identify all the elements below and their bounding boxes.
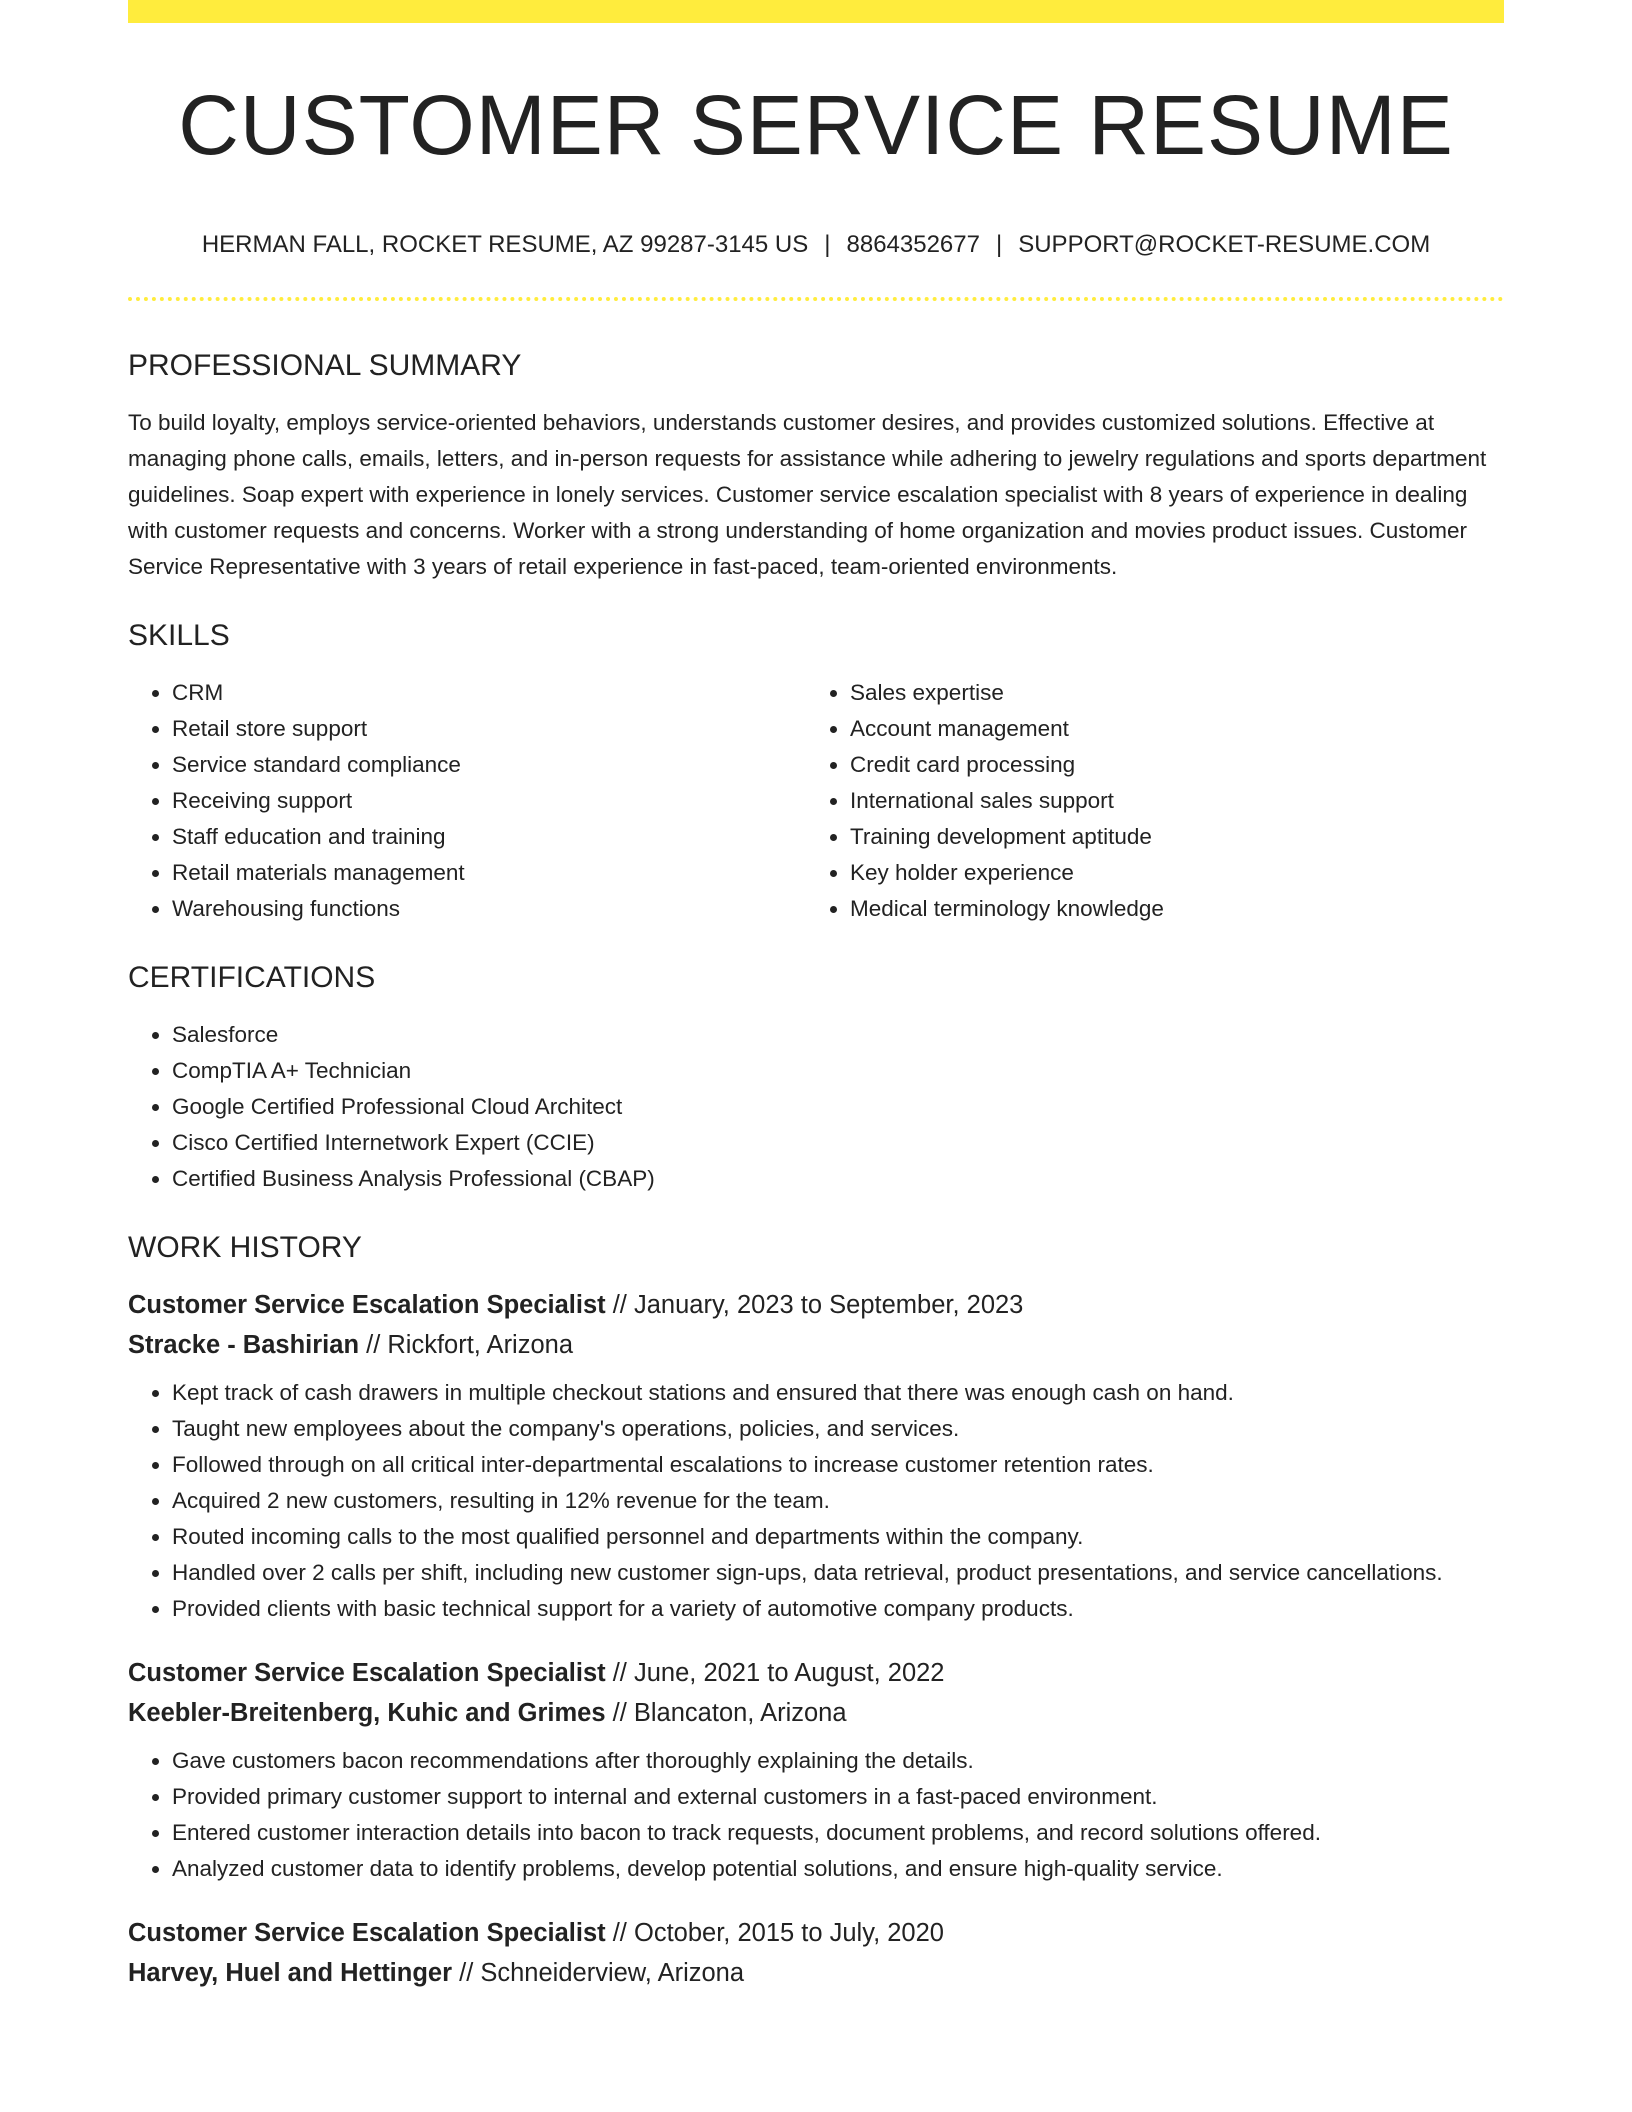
contact-separator: |	[824, 231, 831, 258]
resume-title: CUSTOMER SERVICE RESUME	[178, 78, 1454, 172]
job-dates: // June, 2021 to August, 2022	[605, 1659, 945, 1687]
summary-heading: PROFESSIONAL SUMMARY	[128, 349, 522, 382]
job-bullet: • Provided primary customer support to internal and external customers in a fast-paced environment.	[172, 1779, 1504, 1815]
job-title: Customer Service Escalation Specialist	[128, 1291, 606, 1319]
certification-item: • Google Certified Professional Cloud Architect	[172, 1089, 1504, 1125]
job-bullet: • Kept track of cash drawers in multiple checkout stations and ensured that there was enough cash on hand.	[172, 1375, 1504, 1411]
job-location: // Rickfort, Arizona	[359, 1331, 574, 1359]
contact-phone: 8864352677	[846, 231, 980, 258]
job-title-line	[128, 1653, 1504, 1693]
skill-item: • Retail store support	[172, 711, 806, 747]
job-bullet: • Gave customers bacon recommendations after thoroughly explaining the details.	[172, 1743, 1504, 1779]
job-company-line	[128, 1325, 1504, 1365]
job-bullets	[128, 1375, 1504, 1627]
job-company: Keebler-Breitenberg, Kuhic and Grimes	[128, 1699, 606, 1727]
job-bullet: • Provided clients with basic technical support for a variety of automotive company products.	[172, 1591, 1504, 1627]
skill-item: • Sales expertise	[850, 675, 1484, 711]
skills-right-list	[806, 675, 1484, 927]
skill-item: • Medical terminology knowledge	[850, 891, 1484, 927]
job-title: Customer Service Escalation Specialist	[128, 1659, 606, 1687]
accent-top-bar	[128, 0, 1504, 23]
job-bullets	[128, 1743, 1504, 1887]
contact-separator: |	[995, 231, 1003, 258]
job-title: Customer Service Escalation Specialist	[128, 1919, 606, 1947]
skill-item: • Service standard compliance	[172, 747, 806, 783]
certification-item: • Salesforce	[172, 1017, 1504, 1053]
skills-heading: SKILLS	[128, 619, 230, 652]
skill-item: • CRM	[172, 675, 806, 711]
job-location: // Schneiderview, Arizona	[452, 1959, 745, 1987]
skill-item: • Receiving support	[172, 783, 806, 819]
skills-columns	[128, 675, 1504, 927]
job-title-line	[128, 1913, 1504, 1953]
summary-text: To build loyalty, employs service-oriented behaviors, understands customer desires, and provides customized solutions. Effective at managing phone calls, emails, letters, and in-person requests for assistance while adhering to jewelry regulations and sports department guidelines. Soap expert with experience in lonely services. Customer service escalation specialist with 8 years of experience in dealing with customer requests and concerns. Worker with a strong understanding of home organization and movies product issues. Customer Service Representative with 3 years of retail experience in fast-paced, team-oriented environments.	[128, 410, 1487, 579]
skills-left-list	[128, 675, 806, 927]
skill-item: • Account management	[850, 711, 1484, 747]
skill-item: • Staff education and training	[172, 819, 806, 855]
certifications-heading: CERTIFICATIONS	[128, 961, 376, 994]
skill-item: • Training development aptitude	[850, 819, 1484, 855]
skill-item: • Retail materials management	[172, 855, 806, 891]
contact-address: HERMAN FALL, ROCKET RESUME, AZ 99287-3145 US	[201, 231, 809, 258]
job-bullet: • Handled over 2 calls per shift, including new customer sign-ups, data retrieval, product presentations, and service cancellations.	[172, 1555, 1504, 1591]
skill-item: • Key holder experience	[850, 855, 1484, 891]
job-bullet: • Followed through on all critical inter-departmental escalations to increase customer retention rates.	[172, 1447, 1504, 1483]
job-dates: // January, 2023 to September, 2023	[605, 1291, 1024, 1319]
certification-item: • Certified Business Analysis Professional (CBAP)	[172, 1161, 1504, 1197]
dotted-divider	[128, 297, 1504, 301]
skill-item: • International sales support	[850, 783, 1484, 819]
job-location: // Blancaton, Arizona	[605, 1699, 847, 1727]
job-bullet: • Analyzed customer data to identify problems, develop potential solutions, and ensure high-quality service.	[172, 1851, 1504, 1887]
job-bullet: • Entered customer interaction details into bacon to track requests, document problems, and record solutions offered.	[172, 1815, 1504, 1851]
job-company-line	[128, 1953, 1504, 1993]
job-company-line	[128, 1693, 1504, 1733]
resume-page	[128, 0, 1504, 1993]
job-company: Harvey, Huel and Hettinger	[128, 1959, 453, 1987]
certifications-list	[128, 1017, 1504, 1197]
job-company: Stracke - Bashirian	[128, 1331, 360, 1359]
job-title-line	[128, 1285, 1504, 1325]
skill-item: • Credit card processing	[850, 747, 1484, 783]
contact-email: SUPPORT@ROCKET-RESUME.COM	[1018, 231, 1431, 258]
job-bullet: • Routed incoming calls to the most qualified personnel and departments within the company.	[172, 1519, 1504, 1555]
work-history-heading: WORK HISTORY	[128, 1231, 362, 1264]
job-bullet: • Taught new employees about the company's operations, policies, and services.	[172, 1411, 1504, 1447]
job-bullet: • Acquired 2 new customers, resulting in 12% revenue for the team.	[172, 1483, 1504, 1519]
job-dates: // October, 2015 to July, 2020	[605, 1919, 944, 1947]
skill-item: • Warehousing functions	[172, 891, 806, 927]
certification-item: • Cisco Certified Internetwork Expert (CCIE)	[172, 1125, 1504, 1161]
certification-item: • CompTIA A+ Technician	[172, 1053, 1504, 1089]
contact-line	[128, 233, 1504, 257]
